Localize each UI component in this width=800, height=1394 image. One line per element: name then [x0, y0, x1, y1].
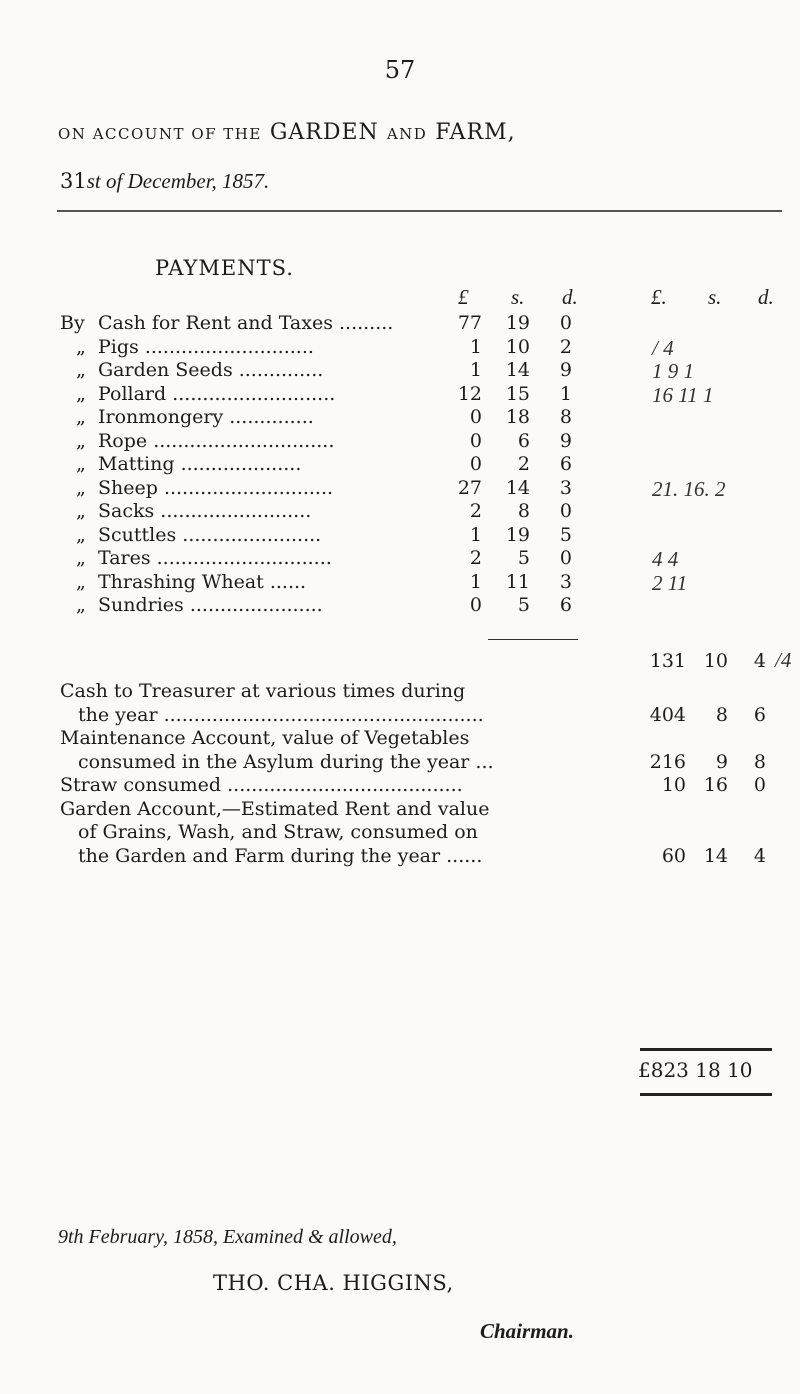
header-pounds-right: £.: [651, 285, 667, 309]
item-handwritten-note: 21. 16. 2: [652, 476, 726, 501]
item-label: Thrashing Wheat ......: [98, 570, 307, 593]
item-shillings: 18: [505, 406, 530, 428]
item-pence: 9: [559, 359, 572, 381]
item-pence: 0: [559, 500, 572, 522]
item-pence: 6: [559, 453, 572, 475]
item-pounds: 0: [469, 453, 482, 475]
item-label: Ironmongery ..............: [98, 406, 314, 428]
item-shillings: 10: [505, 335, 530, 358]
item-handwritten-note: 1 9 1: [652, 359, 694, 383]
entry-pounds: 404: [649, 703, 686, 726]
page-number: 57: [384, 56, 416, 84]
header-shillings-right: s.: [708, 285, 722, 309]
item-pounds: 77: [457, 312, 482, 334]
item-shillings: 19: [505, 312, 530, 334]
item-handwritten-note: 2 11: [652, 570, 688, 595]
item-shillings: 2: [517, 453, 530, 475]
total-rule-top: [640, 1048, 772, 1051]
entry-shillings: 9: [715, 750, 728, 773]
signatory-title: Chairman.: [480, 1319, 574, 1343]
item-prefix: „: [76, 523, 86, 546]
item-shillings: 11: [505, 570, 530, 593]
item-label: Pigs ............................: [98, 335, 314, 358]
heading-prefix: ON ACCOUNT OF THE: [58, 125, 262, 143]
item-pence: 2: [559, 335, 572, 358]
item-pence: 8: [559, 406, 572, 428]
entry-shillings: 8: [715, 703, 728, 726]
item-shillings: 19: [505, 523, 530, 546]
header-pence-right: d.: [758, 285, 774, 309]
item-handwritten-note: 4 4: [652, 547, 679, 571]
item-pounds: 1: [469, 570, 482, 593]
item-label: Garden Seeds ..............: [98, 359, 324, 381]
heading-and: AND: [386, 125, 428, 143]
item-label: Sundries ......................: [98, 594, 323, 616]
item-prefix: By: [60, 312, 85, 334]
subtotal-pence: 4: [753, 650, 766, 672]
item-shillings: 8: [517, 500, 530, 522]
entry-text-line: Garden Account,—Estimated Rent and value: [60, 797, 490, 820]
item-pence: 1: [559, 382, 572, 405]
subtotal-margin-note: /4: [775, 648, 792, 672]
item-pounds: 27: [457, 476, 482, 499]
header-shillings: s.: [511, 285, 525, 309]
entry-text-line: the Garden and Farm during the year ......: [78, 844, 483, 867]
heading-farm: FARM,: [435, 120, 516, 145]
total-rule-bottom: [640, 1093, 772, 1096]
entry-pounds: 60: [661, 844, 686, 867]
item-pence: 0: [559, 547, 572, 569]
item-prefix: „: [76, 547, 86, 569]
header-pounds: £: [458, 285, 469, 309]
date-suffix: st: [86, 169, 101, 193]
item-label: Scuttles .......................: [98, 523, 322, 546]
item-label: Cash for Rent and Taxes .........: [98, 312, 394, 334]
item-pounds: 1: [469, 359, 482, 381]
item-prefix: „: [76, 476, 86, 499]
entry-pence: 8: [753, 750, 766, 773]
item-label: Matting ....................: [98, 453, 302, 475]
item-shillings: 5: [517, 594, 530, 616]
item-pence: 9: [559, 429, 572, 452]
item-prefix: „: [76, 382, 86, 405]
page-heading: [58, 120, 516, 145]
item-pence: 3: [559, 476, 572, 499]
grand-total: £823 18 10: [638, 1058, 753, 1082]
item-pence: 0: [559, 312, 572, 334]
item-prefix: „: [76, 335, 86, 358]
item-pounds: 0: [469, 594, 482, 616]
item-prefix: „: [76, 594, 86, 616]
date-line: [60, 169, 269, 194]
item-handwritten-note: / 4: [652, 335, 674, 360]
item-label: Sheep ............................: [98, 476, 334, 499]
entry-pence: 4: [753, 844, 766, 867]
item-shillings: 14: [505, 476, 530, 499]
entry-text-line: the year .....................................................: [78, 703, 484, 726]
item-pounds: 2: [469, 547, 482, 569]
item-shillings: 5: [517, 547, 530, 569]
subtotal-rule: [488, 639, 578, 640]
item-label: Tares .............................: [98, 547, 332, 569]
entry-pence: 0: [753, 774, 766, 796]
item-label: Pollard ...........................: [98, 382, 336, 405]
header-pence: d.: [562, 285, 578, 309]
item-prefix: „: [76, 453, 86, 475]
item-shillings: 6: [517, 429, 530, 452]
entry-shillings: 14: [703, 844, 728, 867]
entry-pounds: 10: [661, 774, 686, 796]
entry-text-line: Straw consumed .......................................: [60, 774, 463, 796]
item-handwritten-note: 16 11 1: [652, 382, 714, 407]
item-label: Rope ..............................: [98, 429, 335, 452]
item-label: Sacks .........................: [98, 500, 312, 522]
item-prefix: „: [76, 406, 86, 428]
item-pence: 5: [559, 523, 572, 546]
entry-shillings: 16: [703, 774, 728, 796]
entry-text-line: Maintenance Account, value of Vegetables: [60, 727, 470, 749]
examination-date: 9th February, 1858, Examined & allowed,: [58, 1226, 397, 1248]
item-prefix: „: [76, 429, 86, 452]
item-prefix: „: [76, 359, 86, 381]
subtotal-shillings: 10: [703, 650, 728, 672]
entry-text-line: of Grains, Wash, and Straw, consumed on: [78, 821, 478, 843]
item-pounds: 1: [469, 523, 482, 546]
subtotal-pounds: 131: [649, 650, 686, 672]
item-shillings: 15: [505, 382, 530, 405]
entry-text-line: Cash to Treasurer at various times during: [60, 680, 466, 702]
item-pounds: 0: [469, 429, 482, 452]
heading-garden: GARDEN: [269, 120, 379, 145]
top-rule: [57, 210, 782, 212]
item-pounds: 0: [469, 406, 482, 428]
date-day: 31: [60, 169, 87, 193]
item-prefix: „: [76, 500, 86, 522]
item-pence: 6: [559, 594, 572, 616]
entry-pounds: 216: [649, 750, 686, 773]
item-pounds: 2: [469, 500, 482, 522]
signatory: THO. CHA. HIGGINS,: [213, 1271, 454, 1295]
item-prefix: „: [76, 570, 86, 593]
entry-pence: 6: [753, 703, 766, 726]
item-pence: 3: [559, 570, 572, 593]
item-pounds: 12: [457, 382, 482, 405]
item-pounds: 1: [469, 335, 482, 358]
item-shillings: 14: [505, 359, 530, 381]
date-rest: of December, 1857.: [100, 169, 270, 193]
entry-text-line: consumed in the Asylum during the year ...: [78, 750, 494, 773]
section-title: PAYMENTS.: [155, 256, 294, 280]
